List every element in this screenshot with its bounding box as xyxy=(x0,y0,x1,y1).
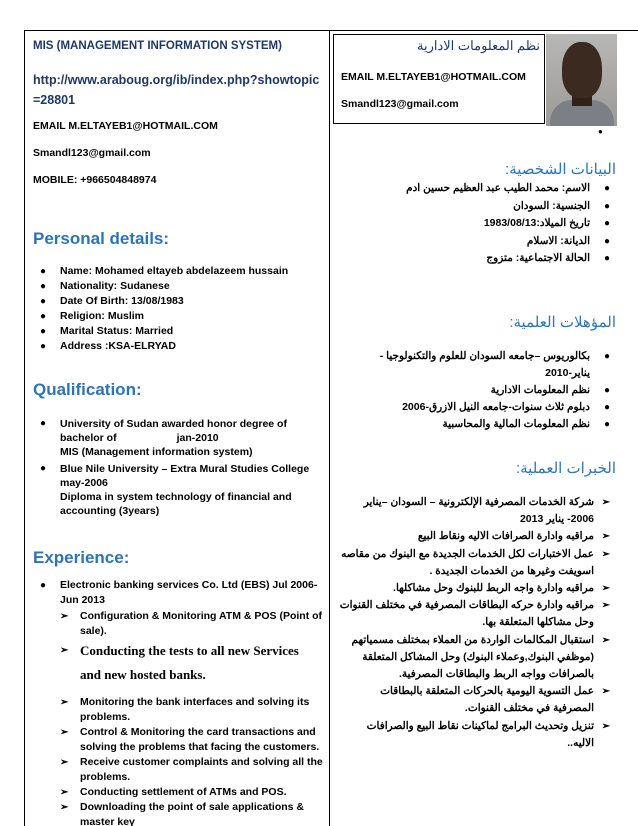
list-item xyxy=(338,416,614,433)
list-item xyxy=(40,462,325,518)
list-item xyxy=(40,279,325,294)
arabic-qual-text: نظم المعلومات المالية والمحاسبية xyxy=(442,418,590,430)
bullet-icon: ● xyxy=(603,402,610,413)
left-title: MIS (MANAGEMENT INFORMATION SYSTEM) xyxy=(33,40,282,52)
arabic-qual-text: بكالوريوس –جامعه السودان للعلوم والتكنولوجيا - يناير-2010 xyxy=(379,350,590,379)
list-item xyxy=(40,578,325,826)
bullet-icon: ● xyxy=(603,419,610,430)
arabic-exp-text: مراقبه وادارة واجه الربط للبنوك وحل مشاكلها. xyxy=(393,582,594,595)
experience-list xyxy=(40,578,325,826)
list-item xyxy=(60,755,325,785)
personal-nationality: Nationality: Sudanese xyxy=(60,280,170,292)
list-item xyxy=(338,580,614,597)
list-item xyxy=(60,785,325,800)
arrow-bullet-icon: ➢ xyxy=(60,611,69,622)
bullet-icon: ● xyxy=(40,418,47,429)
bullet-icon: ● xyxy=(40,326,47,337)
arabic-personal-list xyxy=(338,180,614,268)
list-item xyxy=(40,339,325,354)
arabic-exp-text: مراقبه وادارة الصرافات الاليه ونقاط البيع xyxy=(417,530,594,543)
arrow-bullet-icon: ➢ xyxy=(60,802,69,813)
duty-text: Configuration & Monitoring ATM & POS (Point of sale). xyxy=(80,610,323,637)
qual2-line1: Blue Nile University – Extra Mural Studies College xyxy=(60,463,310,475)
arabic-name: الاسم: محمد الطيب عبد العظيم حسين ادم xyxy=(406,182,590,194)
personal-dob: Date Of Birth: 13/08/1983 xyxy=(60,295,184,307)
duty-text: Conducting the tests to all new Services xyxy=(80,643,299,658)
list-item xyxy=(338,382,614,399)
list-item xyxy=(338,215,614,233)
topic-link[interactable]: http://www.araboug.org/ib/index.php?showtopic=28801 xyxy=(33,73,320,107)
arabic-personal-heading: البيانات الشخصية: xyxy=(505,161,616,178)
personal-address: Address :KSA-ELRYAD xyxy=(60,340,176,352)
list-item xyxy=(338,180,614,198)
arabic-exp-text: استقبال المكالمات الواردة من العملاء بمختلف مسمياتهم (موظفي البنوك,وعملاء البنوك) وحل المشاكل المتعلقة بالصرافات وواجه الربط والبطاقات المصرفية. xyxy=(351,633,594,681)
list-item xyxy=(40,294,325,309)
duty-text: Control & Monitoring the card transactions and solving the problems that facing the customers. xyxy=(80,726,320,753)
personal-details-list xyxy=(40,264,325,354)
bullet-icon: ● xyxy=(40,281,47,292)
arrow-bullet-icon: ➢ xyxy=(601,497,610,508)
bullet-icon: ● xyxy=(40,580,47,591)
qual2-diploma: Diploma in system technology of financial and xyxy=(60,491,292,503)
qual1-date: jan-2010 xyxy=(176,432,219,444)
list-item xyxy=(40,264,325,279)
arrow-bullet-icon: ➢ xyxy=(601,720,610,732)
list-item xyxy=(338,399,614,416)
list-item xyxy=(60,695,325,725)
list-item xyxy=(40,417,325,459)
personal-marital: Marital Status: Married xyxy=(60,325,174,337)
list-item xyxy=(60,609,325,639)
arabic-title: نظم المعلومات الادارية xyxy=(417,38,540,53)
list-item xyxy=(60,800,325,826)
duty-text: Downloading the point of sale applications & master key xyxy=(80,801,305,826)
duty-text: and new hosted banks. xyxy=(80,667,206,682)
bullet-icon: ● xyxy=(603,218,610,229)
bullet-icon: ● xyxy=(603,385,610,396)
arrow-bullet-icon: ➢ xyxy=(60,757,69,768)
arrow-bullet-icon: ➢ xyxy=(601,531,610,543)
list-item xyxy=(338,250,614,268)
duty-text: Conducting settlement of ATMs and POS. xyxy=(80,786,287,798)
arrow-bullet-icon: ➢ xyxy=(60,787,69,798)
personal-religion: Religion: Muslim xyxy=(60,310,144,322)
qualification-list xyxy=(40,417,325,518)
arrow-bullet-icon: ➢ xyxy=(60,727,69,738)
arabic-qualification-heading: المؤهلات العلمية: xyxy=(509,314,616,331)
list-item xyxy=(338,528,614,545)
bullet-icon: ● xyxy=(603,235,610,247)
list-item xyxy=(338,683,614,717)
arabic-exp-text: تنزيل وتحديث البرامج لماكينات نقاط البيع والصرافات الاليه.. xyxy=(366,719,594,749)
list-item xyxy=(338,718,614,752)
personal-name: Name: Mohamed eltayeb abdelazeem hussain xyxy=(60,265,289,277)
profile-photo xyxy=(546,34,617,126)
list-item xyxy=(338,632,614,684)
left-email: EMAIL M.ELTAYEB1@HOTMAIL.COM xyxy=(33,120,218,132)
bullet-icon: ● xyxy=(40,341,47,352)
arrow-bullet-icon: ➢ xyxy=(601,548,610,560)
list-item xyxy=(338,494,614,528)
qual1-major: MIS (Management information system) xyxy=(60,446,253,458)
right-email-secondary: Smandl123@gmail.com xyxy=(341,98,459,110)
arabic-dob: تاريخ الميلاد:1983/08/13 xyxy=(483,217,590,229)
left-mobile: MOBILE: +966504848974 xyxy=(33,174,157,186)
bullet-icon: ● xyxy=(603,253,610,264)
list-item xyxy=(60,725,325,755)
bullet-icon: ● xyxy=(40,311,47,322)
arabic-nationality: الجنسية: السودان xyxy=(513,199,590,212)
qualification-heading: Qualification: xyxy=(33,380,142,399)
list-item xyxy=(338,546,614,580)
qual1-line1: University of Sudan awarded honor degree of xyxy=(60,418,287,430)
experience-heading: Experience: xyxy=(33,548,130,567)
list-item xyxy=(60,639,325,663)
arabic-exp-text: عمل التسوية اليومية بالحركات المتعلقة بالبطاقات المصرفية في مختلف القنوات. xyxy=(380,685,594,715)
bullet-icon: ● xyxy=(603,183,610,194)
bullet-icon: ● xyxy=(40,266,47,277)
list-item xyxy=(338,198,614,216)
list-item xyxy=(338,233,614,251)
right-email: EMAIL M.ELTAYEB1@HOTMAIL.COM xyxy=(341,71,526,83)
list-item xyxy=(40,309,325,324)
list-item xyxy=(40,324,325,339)
exp-company: Electronic banking services Co. Ltd (EBS) Jul 2006- Jun 2013 xyxy=(60,579,318,606)
bullet-icon: ● xyxy=(40,296,47,307)
column-divider xyxy=(329,30,330,826)
arrow-bullet-icon: ➢ xyxy=(601,686,610,698)
arabic-exp-text: شركة الخدمات المصرفية الإلكترونية – السودان –يناير 2006- يناير 2013 xyxy=(363,496,594,526)
arabic-qual-text: نظم المعلومات الادارية xyxy=(490,384,590,396)
arabic-exp-text: عمل الاختبارات لكل الخدمات الجديدة مع البنوك من مقاصه اسويفت وغيرها من الخدمات الجديدة . xyxy=(341,547,594,577)
arabic-exp-text: مراقبه وادارة حركه البطاقات المصرفية في مختلف القنوات وحل مشاكلها المتعلقة بها. xyxy=(339,599,594,629)
arabic-religion: الديانة: الاسلام xyxy=(526,234,590,247)
qual2-date: may-2006 xyxy=(60,477,108,489)
bullet-icon: ● xyxy=(603,351,610,362)
arrow-bullet-icon: ➢ xyxy=(60,645,69,656)
list-item xyxy=(338,348,614,382)
arabic-qual-text: دبلوم ثلاث سنوات-جامعه النيل الازرق-2006 xyxy=(402,401,590,413)
arrow-bullet-icon: ➢ xyxy=(601,600,610,612)
personal-details-heading: Personal details: xyxy=(33,229,170,248)
arabic-marital: الحالة الاجتماعية: متزوج xyxy=(486,252,590,264)
list-item xyxy=(338,597,614,631)
duty-text: Monitoring the bank interfaces and solving its problems. xyxy=(80,696,310,723)
arabic-experience-list xyxy=(338,494,614,752)
qual2-duration: accounting (3years) xyxy=(60,505,160,517)
arrow-bullet-icon: ➢ xyxy=(601,583,610,595)
arrow-bullet-icon: ➢ xyxy=(60,697,69,708)
arrow-bullet-icon: ➢ xyxy=(601,634,610,646)
bullet-icon: ● xyxy=(603,200,610,212)
arabic-qualification-list xyxy=(338,348,614,433)
qual1-degree: bachelor of xyxy=(60,432,117,444)
duty-text: Receive customer complaints and solving all the problems. xyxy=(80,756,323,783)
bullet-icon: ● xyxy=(40,463,47,474)
arabic-experience-heading: الخبرات العملية: xyxy=(515,460,616,477)
list-item xyxy=(60,663,325,687)
left-email-secondary: Smandl123@gmail.com xyxy=(33,147,151,159)
bullet-icon: ● xyxy=(598,127,603,136)
experience-duties xyxy=(60,609,325,826)
